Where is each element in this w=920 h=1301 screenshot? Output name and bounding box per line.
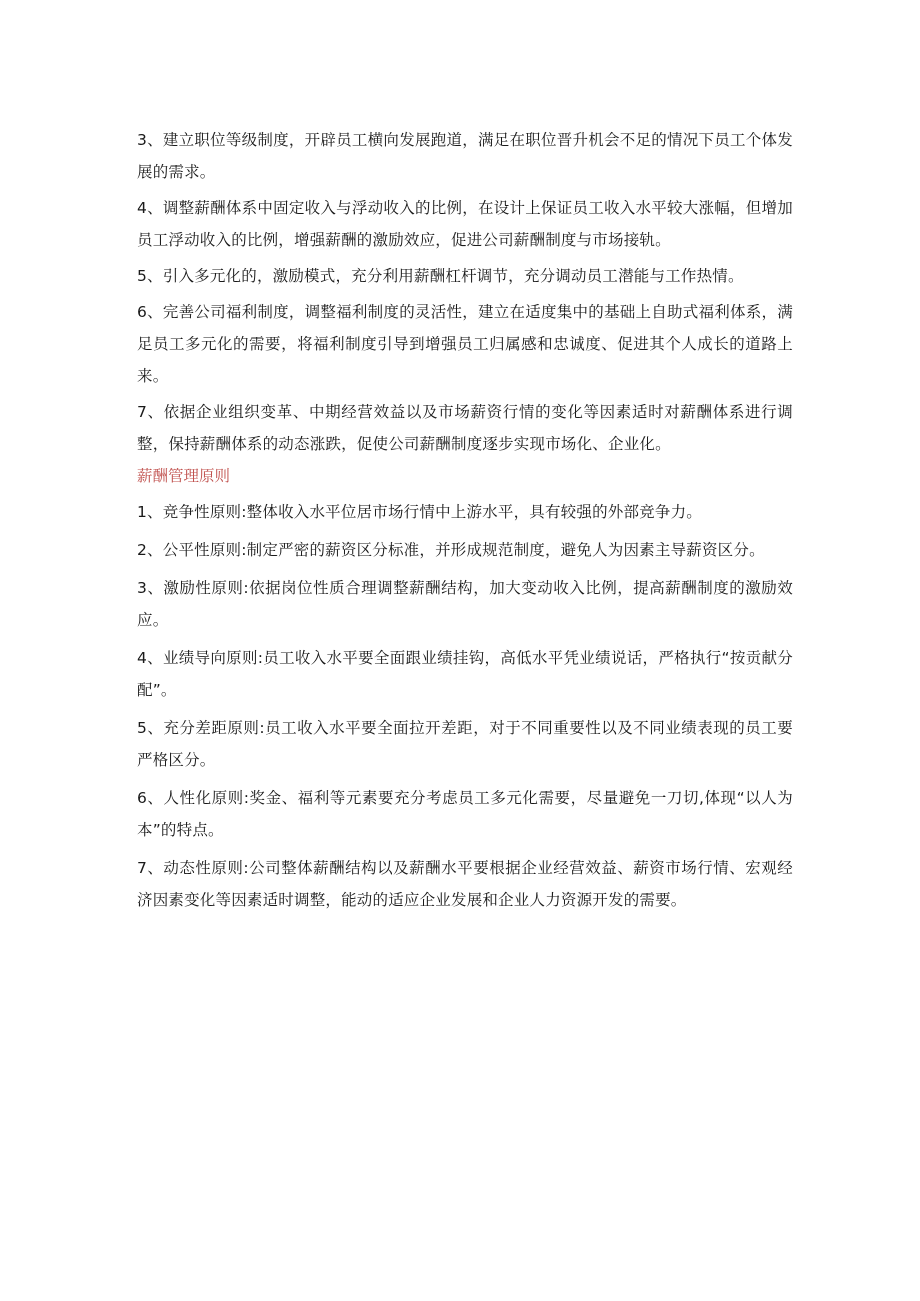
measure-4: 4、调整薪酬体系中固定收入与浮动收入的比例，在设计上保证员工收入水平较大涨幅，但增加员工浮动收入的比例，增强薪酬的激励效应，促进公司薪酬制度与市场接轨。 (137, 199, 793, 249)
principle-6: 6、人性化原则:奖金、福利等元素要充分考虑员工多元化需要，尽量避免一刀切,体现“以人为本”的特点。 (137, 789, 793, 839)
measure-6: 6、完善公司福利制度，调整福利制度的灵活性，建立在适度集中的基础上自助式福利体系，满足员工多元化的需要，将福利制度引导到增强员工归属感和忠诚度、促进其个人成长的道路上来。 (137, 303, 793, 385)
measure-3: 3、建立职位等级制度，开辟员工横向发展跑道，满足在职位晋升机会不足的情况下员工个体发展的需求。 (137, 131, 793, 181)
measure-5: 5、引入多元化的，激励模式，充分利用薪酬杠杆调节，充分调动员工潜能与工作热情。 (137, 267, 744, 285)
principle-7: 7、动态性原则:公司整体薪酬结构以及薪酬水平要根据企业经营效益、薪资市场行情、宏观经济因素变化等因素适时调整，能动的适应企业发展和企业人力资源开发的需要。 (137, 859, 793, 909)
section-heading-principles: 薪酬管理原则 (137, 467, 231, 485)
principle-1: 1、竞争性原则:整体收入水平位居市场行情中上游水平，具有较强的外部竞争力。 (137, 503, 702, 521)
principle-4: 4、业绩导向原则:员工收入水平要全面跟业绩挂钩，高低水平凭业绩说话，严格执行“按贡献分配”。 (137, 649, 793, 699)
principle-2: 2、公平性原则:制定严密的薪资区分标准，并形成规范制度，避免人为因素主导薪资区分。 (137, 541, 765, 559)
document-body (137, 124, 793, 916)
principle-5: 5、充分差距原则:员工收入水平要全面拉开差距，对于不同重要性以及不同业绩表现的员工要严格区分。 (137, 719, 793, 769)
measure-7: 7、依据企业组织变革、中期经营效益以及市场薪资行情的变化等因素适时对薪酬体系进行调整，保持薪酬体系的动态涨跌，促使公司薪酬制度逐步实现市场化、企业化。 (137, 403, 793, 453)
principle-3: 3、激励性原则:依据岗位性质合理调整薪酬结构，加大变动收入比例，提高薪酬制度的激励效应。 (137, 579, 793, 629)
